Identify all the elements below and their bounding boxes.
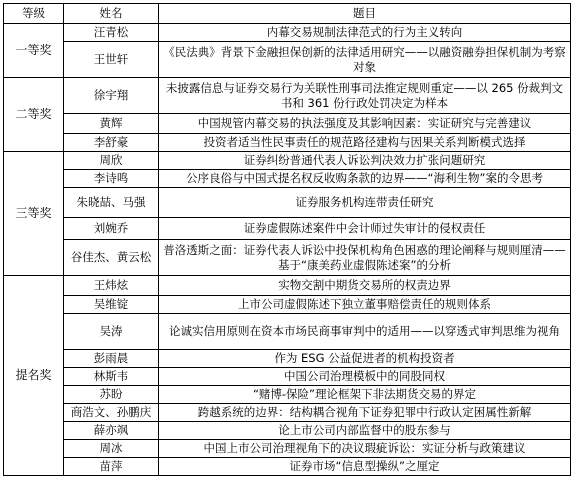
author-name: 黄辉: [64, 114, 159, 134]
paper-title: 《民法典》背景下金融担保创新的法律适用研究——以融资融券担保机制为考察对象: [159, 42, 571, 78]
table-row: [4, 314, 571, 350]
paper-title: 作为 ESG 公益促进者的机构投资者: [159, 350, 571, 368]
author-name: 周冰: [64, 440, 159, 458]
table-row: [4, 134, 571, 152]
table-row: [4, 78, 571, 114]
paper-title: 中国上市公司治理视角下的决议瑕疵诉讼：实证分析与政策建议: [159, 440, 571, 458]
author-name: 林斯韦: [64, 368, 159, 386]
author-name: 汪青松: [64, 24, 159, 42]
table-row: [4, 152, 571, 170]
author-name: 吴维锭: [64, 296, 159, 314]
header-name: 姓名: [64, 4, 159, 24]
author-name: 商浩文、孙鹏庆: [64, 404, 159, 422]
award-level: 提名奖: [4, 276, 64, 476]
author-name: 徐宇翔: [64, 78, 159, 114]
paper-title: 跨越系统的边界：结构耦合视角下证券犯罪中行政认定困属性新解: [159, 404, 571, 422]
table-row: [4, 218, 571, 240]
author-name: 李诗鸣: [64, 170, 159, 188]
header-title: 题目: [159, 4, 571, 24]
paper-title: “赌博-保险”理论框架下非法期货交易的界定: [159, 386, 571, 404]
paper-title: 投资者适当性民事责任的规范路径建构与因果关系判断模式选择: [159, 134, 571, 152]
paper-title: 普洛透斯之面：证券代表人诉讼中投保机构角色困惑的理论阐释与规则厘清——基于“康美药业虚假陈述案”的分析: [159, 240, 571, 276]
author-name: 苏盼: [64, 386, 159, 404]
award-level: 二等奖: [4, 78, 64, 152]
paper-title: 证券虚假陈述案件中会计师过失审计的侵权责任: [159, 218, 571, 240]
table-row: [4, 350, 571, 368]
header-level: 等级: [4, 4, 64, 24]
table-row: [4, 386, 571, 404]
table-row: [4, 368, 571, 386]
author-name: 王世轩: [64, 42, 159, 78]
award-level: 一等奖: [4, 24, 64, 78]
author-name: 谷佳杰、黄云松: [64, 240, 159, 276]
paper-title: 实物交割中期货交易所的权责边界: [159, 276, 571, 296]
table-row: [4, 188, 571, 218]
paper-title: 中国公司治理模板中的同股同权: [159, 368, 571, 386]
award-level: 三等奖: [4, 152, 64, 276]
paper-title: 论诚实信用原则在资本市场民商事审判中的适用——以穿透式审判思维为视角: [159, 314, 571, 350]
table-row: [4, 404, 571, 422]
paper-title: 内幕交易规制法律范式的行为主义转向: [159, 24, 571, 42]
author-name: 薛亦飒: [64, 422, 159, 440]
paper-title: 上市公司虚假陈述下独立董事赔偿责任的规则体系: [159, 296, 571, 314]
paper-title: 证券市场“信息型操纵”之厘定: [159, 458, 571, 476]
author-name: 吴涛: [64, 314, 159, 350]
paper-title: 证券纠纷普通代表人诉讼判决效力扩张问题研究: [159, 152, 571, 170]
award-table: [3, 3, 571, 476]
author-name: 周欣: [64, 152, 159, 170]
author-name: 李舒豪: [64, 134, 159, 152]
table-row: [4, 240, 571, 276]
paper-title: 公序良俗与中国式提名权反收购条款的边界——“海利生物”案的令思考: [159, 170, 571, 188]
header-row: [4, 4, 571, 24]
paper-title: 中国规管内幕交易的执法强度及其影响因素：实证研究与完善建议: [159, 114, 571, 134]
author-name: 刘婉乔: [64, 218, 159, 240]
author-name: 彭雨晨: [64, 350, 159, 368]
table-row: [4, 42, 571, 78]
table-row: [4, 170, 571, 188]
table-row: [4, 24, 571, 42]
author-name: 王炜炫: [64, 276, 159, 296]
table-row: [4, 458, 571, 476]
author-name: 苗萍: [64, 458, 159, 476]
paper-title: 论上市公司内部监督中的股东参与: [159, 422, 571, 440]
award-table-body: [4, 24, 571, 476]
table-row: [4, 276, 571, 296]
paper-title: 未披露信息与证券交易行为关联性刑事司法推定规则重定——以 265 份裁判文书和 361 份行政处罚决定为样本: [159, 78, 571, 114]
author-name: 朱晓喆、马强: [64, 188, 159, 218]
table-row: [4, 422, 571, 440]
paper-title: 证券服务机构连带责任研究: [159, 188, 571, 218]
table-row: [4, 440, 571, 458]
table-row: [4, 296, 571, 314]
table-row: [4, 114, 571, 134]
